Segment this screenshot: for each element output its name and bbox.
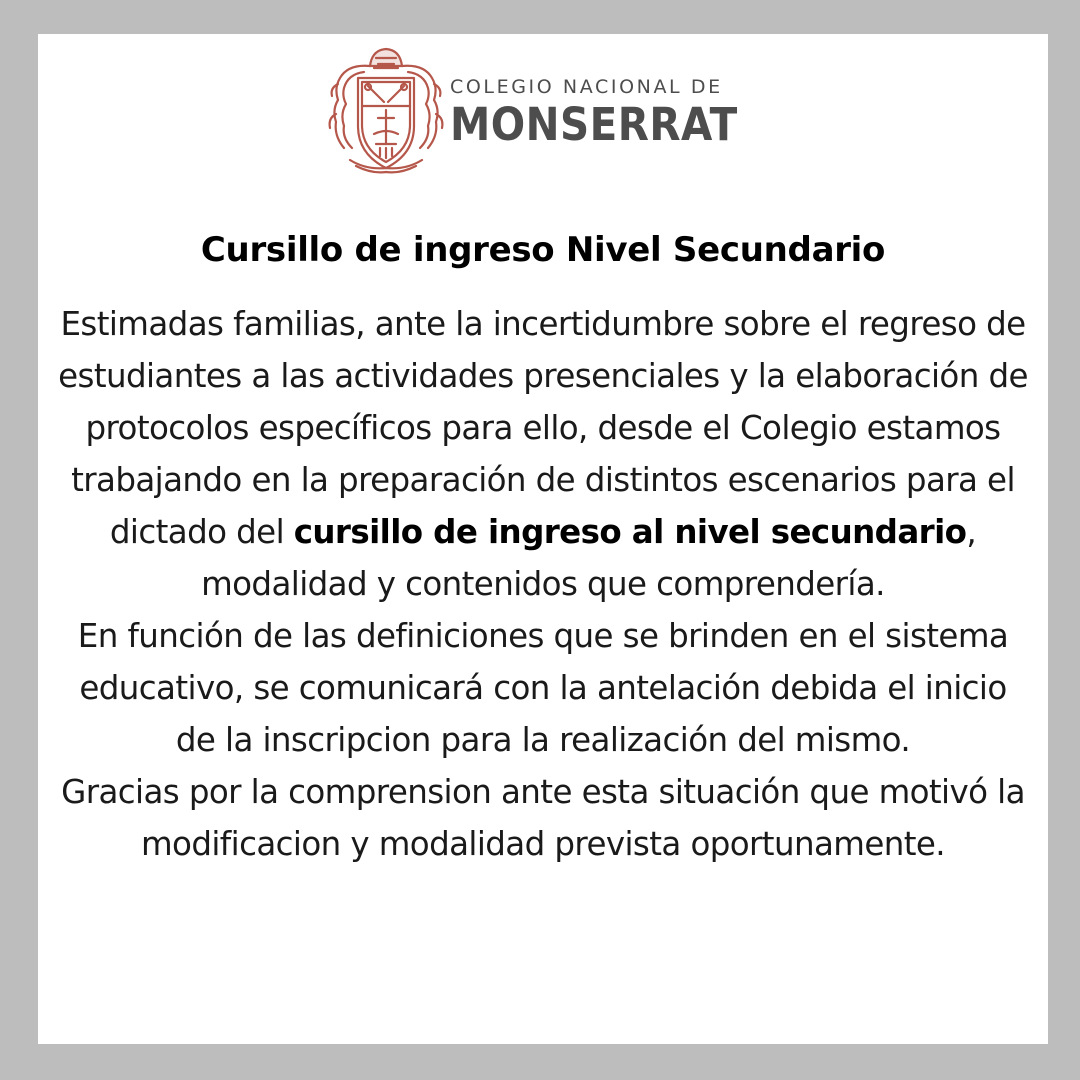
paragraph-intro-text-start: Estimadas familias, ante la incertidumbre sobre el regreso de estudiantes a las actividades presenciales y la elaboración de protocolos específicos para ello, desde el Colegio estamos trabajando en la preparación de distintos escenarios para el dictado del	[58, 305, 1028, 551]
school-name-line2: MONSERRAT	[450, 98, 738, 151]
announcement-body	[58, 298, 1028, 870]
paragraph-definitions: En función de las definiciones que se brinden en el sistema educativo, se comunicará con la antelación debida el inicio de la inscripcion para la realización del mismo.	[77, 617, 1009, 759]
page-title: Cursillo de ingreso Nivel Secundario	[200, 230, 886, 270]
announcement-card	[38, 34, 1048, 1044]
school-name-line1: COLEGIO NACIONAL DE	[450, 76, 723, 98]
school-logo	[326, 44, 766, 174]
paragraph-thanks: Gracias por la comprension ante esta situación que motivó la modificacion y modalidad prevista oportunamente.	[61, 773, 1025, 863]
paragraph-intro-highlight: cursillo de ingreso al nivel secundario	[293, 513, 967, 551]
paragraph-intro	[58, 298, 1028, 610]
school-name	[450, 76, 770, 151]
school-crest-icon	[326, 44, 444, 174]
paragraph-intro-text-end: , modalidad y contenidos que comprendería.	[201, 513, 977, 603]
